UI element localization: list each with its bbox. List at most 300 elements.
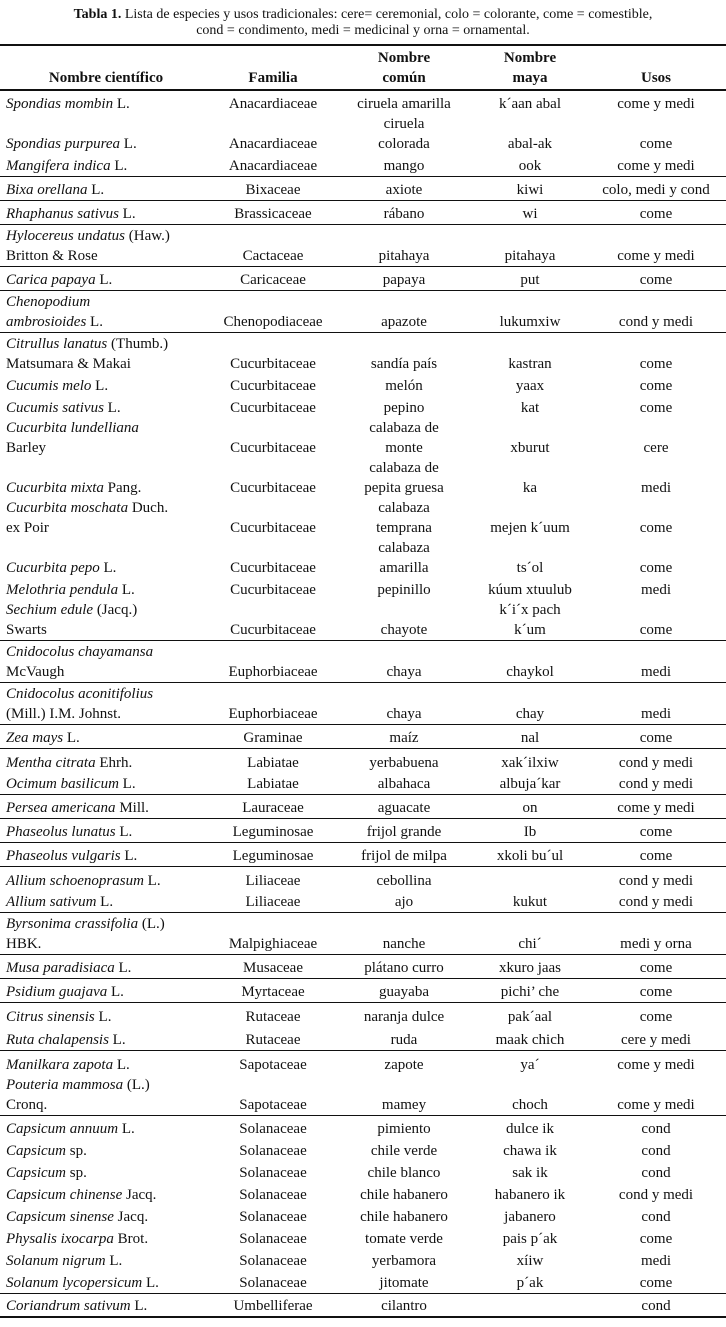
family-cell: Rutaceae [245, 1032, 301, 1048]
common-name-cell [334, 1271, 474, 1293]
common-name-cell-line: chile blanco [367, 1165, 441, 1181]
species-author: Jacq. [122, 1187, 157, 1203]
uses-cell: cond [641, 1209, 671, 1225]
maya-name-cell [474, 979, 586, 1003]
species-author: (L.) [123, 1076, 150, 1093]
family-cell: Graminae [212, 725, 334, 749]
common-name-cell-line: aguacate [377, 800, 431, 816]
common-name-cell-line: naranja dulce [363, 1008, 445, 1025]
scientific-name-cell [0, 773, 212, 795]
species-author: L. [105, 1253, 123, 1269]
species-name: Cucurbita mixta [6, 480, 104, 496]
common-name-cell [334, 114, 474, 154]
common-name-cell [334, 1139, 474, 1161]
species-author: Mill. [115, 800, 149, 816]
species-name: Cucurbita lundelliana [6, 420, 139, 436]
maya-name-cell [474, 538, 586, 578]
maya-name-cell [474, 266, 586, 290]
species-name: Capsicum chinense [6, 1187, 123, 1203]
header-uses: Usos [640, 70, 671, 86]
caption-text-line1: Lista de especies y usos tradicionales: cere= ceremonial, colo = colorante, come = comestible, [124, 7, 653, 22]
common-name-cell-line: chile habanero [360, 1187, 448, 1203]
family-cell: Liliaceae [245, 894, 301, 910]
common-name-cell-line: calabaza de [369, 420, 439, 436]
species-name: Physalis ixocarpa [6, 1231, 114, 1247]
family-cell: Euphorbiaceae [212, 641, 334, 683]
common-name-cell-line: pepino [383, 400, 425, 416]
header-maya-name [474, 45, 586, 90]
family-cell: Labiatae [212, 749, 334, 773]
scientific-name-cell [0, 332, 212, 374]
common-name-cell [334, 154, 474, 176]
maya-name-cell-line: kiwi [516, 181, 544, 198]
species-author-line2: Barley [6, 440, 46, 456]
table-caption [0, 0, 726, 40]
table-row [0, 749, 726, 773]
species-author: L. [142, 1274, 159, 1291]
maya-name-cell-line: xíiw [516, 1253, 544, 1269]
table-row [0, 224, 726, 266]
maya-name-cell-line: ka [522, 480, 538, 496]
uses-cell: medi [641, 1253, 671, 1269]
common-name-cell [334, 1249, 474, 1271]
species-name: Capsicum [6, 1165, 66, 1181]
maya-name-cell [474, 1027, 586, 1051]
header-maya-line2: maya [512, 70, 548, 86]
species-author-line2: Cronq. [6, 1096, 48, 1113]
common-name-cell-line: mamey [381, 1096, 427, 1113]
table-row [0, 578, 726, 600]
species-name: ambrosioides [6, 313, 87, 330]
common-name-cell-line: cilantro [381, 1298, 427, 1314]
maya-name-cell [474, 1249, 586, 1271]
common-name-cell [334, 1075, 474, 1116]
common-name-cell-line: chayote [380, 622, 428, 638]
uses-cell: medi [586, 683, 726, 725]
species-name: Solanum nigrum [6, 1253, 106, 1269]
uses-cell: come [586, 332, 726, 374]
scientific-name-cell [0, 1051, 212, 1075]
family-cell: Labiatae [247, 776, 299, 792]
maya-name-cell [474, 1139, 586, 1161]
maya-name-cell-line: pak´aal [507, 1008, 553, 1025]
common-name-cell [334, 396, 474, 418]
maya-name-cell-line: ts´ol [516, 560, 544, 576]
species-name: Phaseolus vulgaris [6, 848, 121, 864]
scientific-name-cell [0, 224, 212, 266]
common-name-cell [334, 290, 474, 332]
uses-cell: come [639, 1274, 673, 1291]
family-cell: Solanaceae [212, 1115, 334, 1139]
family-cell: Sapotaceae [239, 1096, 307, 1113]
uses-cell: come [639, 622, 673, 638]
family-cell: Solanaceae [239, 1253, 307, 1269]
maya-name-cell [474, 891, 586, 913]
uses-cell: come [639, 378, 673, 394]
common-name-cell [334, 332, 474, 374]
common-name-cell [334, 819, 474, 843]
family-cell: Caricaceae [212, 266, 334, 290]
species-name: Citrullus lanatus [6, 336, 108, 352]
scientific-name-cell [0, 1249, 212, 1271]
table-row [0, 773, 726, 795]
maya-name-cell [474, 773, 586, 795]
maya-name-cell [474, 396, 586, 418]
maya-name-cell [474, 913, 586, 955]
common-name-cell-line: calabaza [378, 540, 430, 556]
uses-cell: come y medi [617, 1096, 695, 1113]
common-name-cell-line: nanche [382, 936, 426, 952]
common-name-cell [334, 1293, 474, 1317]
table-row [0, 290, 726, 332]
table-row [0, 1075, 726, 1116]
scientific-name-cell [0, 418, 212, 458]
table-row [0, 114, 726, 154]
common-name-cell [334, 374, 474, 396]
maya-name-cell-line: on [522, 800, 538, 816]
table-row [0, 641, 726, 683]
common-name-cell-line: rábano [383, 205, 425, 222]
species-author: L. [115, 824, 133, 840]
uses-cell: cond [641, 1143, 671, 1159]
species-author: sp. [66, 1165, 87, 1181]
common-name-cell-line: frijol de milpa [361, 848, 447, 864]
maya-name-cell-line: kúum xtuulub [488, 582, 572, 598]
maya-name-cell-line: chawa ik [503, 1143, 557, 1159]
family-cell: Lauraceae [212, 795, 334, 819]
maya-name-cell [474, 641, 586, 683]
family-cell: Leguminosae [212, 843, 334, 867]
scientific-name-cell [0, 1227, 212, 1249]
maya-name-cell-line: chi´ [518, 936, 542, 952]
common-name-cell-line: chile habanero [360, 1209, 448, 1225]
species-author: Pang. [103, 480, 142, 496]
species-author: L. [107, 984, 124, 1000]
maya-name-cell [474, 1075, 586, 1116]
table-row [0, 1293, 726, 1317]
family-cell: Anacardiaceae [228, 136, 318, 152]
common-name-cell-line: chile verde [370, 1143, 438, 1159]
common-name-cell [334, 90, 474, 114]
maya-name-cell [474, 176, 586, 200]
species-name: Mangifera indica [6, 157, 111, 174]
header-common-line2: común [382, 70, 426, 86]
species-author: L. [113, 1056, 130, 1073]
common-name-cell [334, 979, 474, 1003]
maya-name-cell-line: kastran [508, 356, 552, 372]
scientific-name-cell [0, 843, 212, 867]
common-name-cell-line: pepita gruesa [364, 480, 444, 496]
maya-name-cell [474, 1293, 586, 1317]
family-cell: Solanaceae [239, 1143, 307, 1159]
uses-cell: colo, medi y cond [586, 176, 726, 200]
scientific-name-cell [0, 1139, 212, 1161]
table-row [0, 200, 726, 224]
table-row [0, 1003, 726, 1027]
species-author: L. [118, 1121, 135, 1137]
common-name-cell [334, 955, 474, 979]
maya-name-cell [474, 725, 586, 749]
table-row [0, 600, 726, 641]
common-name-cell [334, 1161, 474, 1183]
common-name-cell [334, 773, 474, 795]
maya-name-cell-line: ook [518, 157, 542, 174]
common-name-cell-line: yerbamora [371, 1253, 437, 1269]
maya-name-cell [474, 1205, 586, 1227]
uses-cell: cond y medi [586, 867, 726, 891]
table-row [0, 795, 726, 819]
uses-cell: come [586, 1003, 726, 1027]
family-cell: Cactaceae [212, 224, 334, 266]
common-name-cell [334, 1183, 474, 1205]
common-name-cell [334, 538, 474, 578]
maya-name-cell [474, 154, 586, 176]
maya-name-cell [474, 819, 586, 843]
table-row [0, 913, 726, 955]
table-row [0, 683, 726, 725]
species-name: Cnidocolus aconitifolius [6, 686, 154, 702]
uses-cell: come y medi [617, 157, 695, 174]
common-name-cell-line: plátano curro [364, 960, 444, 976]
common-name-cell [334, 224, 474, 266]
maya-name-cell-line: xburut [510, 440, 550, 456]
maya-name-cell [474, 1051, 586, 1075]
scientific-name-cell [0, 1003, 212, 1027]
uses-cell: cond [586, 1115, 726, 1139]
maya-name-cell-line: lukumxiw [499, 313, 561, 330]
maya-name-cell [474, 290, 586, 332]
scientific-name-cell [0, 891, 212, 913]
scientific-name-cell [0, 498, 212, 538]
uses-cell: cond y medi [586, 290, 726, 332]
species-name: Spondias mombin [6, 96, 114, 112]
maya-name-cell-line: xkoli bu´ul [496, 848, 564, 864]
uses-cell: cere [643, 440, 669, 456]
species-author-line2: ex Poir [6, 520, 49, 536]
common-name-cell [334, 266, 474, 290]
common-name-cell [334, 1227, 474, 1249]
common-name-cell-line: chaya [386, 706, 422, 722]
species-author-line2: McVaugh [6, 664, 65, 680]
maya-name-cell [474, 374, 586, 396]
maya-name-cell-line: ya´ [520, 1056, 540, 1073]
family-cell: Cucurbitaceae [212, 332, 334, 374]
scientific-name-cell [0, 1075, 212, 1116]
species-author: L. [108, 1032, 126, 1048]
scientific-name-cell [0, 396, 212, 418]
table-row [0, 418, 726, 458]
common-name-cell-line: chaya [386, 664, 422, 680]
maya-name-cell-line: p´ak [516, 1274, 544, 1291]
maya-name-cell [474, 843, 586, 867]
maya-name-cell-line: jabanero [504, 1209, 556, 1225]
common-name-cell-line: frijol grande [366, 824, 442, 840]
common-name-cell [334, 749, 474, 773]
family-cell: Solanaceae [239, 1231, 307, 1247]
uses-cell: come [586, 955, 726, 979]
family-cell: Cucurbitaceae [230, 480, 316, 496]
common-name-cell-line: tomate verde [365, 1231, 443, 1247]
scientific-name-cell [0, 641, 212, 683]
species-name: Chenopodium [6, 293, 91, 310]
maya-name-cell [474, 1003, 586, 1027]
maya-name-cell [474, 867, 586, 891]
common-name-cell [334, 913, 474, 955]
scientific-name-cell [0, 290, 212, 332]
species-name: Manilkara zapota [6, 1056, 114, 1073]
scientific-name-cell [0, 683, 212, 725]
common-name-cell-line: guayaba [379, 984, 429, 1000]
species-author: sp. [66, 1143, 87, 1159]
common-name-cell [334, 725, 474, 749]
header-common-line1: Nombre [377, 50, 431, 66]
species-author: L. [103, 400, 121, 416]
species-name: Solanum lycopersicum [6, 1274, 143, 1291]
maya-name-cell [474, 1161, 586, 1183]
common-name-cell-line: jitomate [379, 1274, 429, 1291]
species-author: L. [120, 848, 138, 864]
uses-cell: come [586, 819, 726, 843]
species-author: (Haw.) [125, 227, 170, 244]
common-name-cell-line: zapote [384, 1056, 424, 1073]
species-name: Mentha citrata [6, 754, 96, 771]
species-author: L. [118, 582, 135, 598]
maya-name-cell [474, 955, 586, 979]
table-row [0, 1205, 726, 1227]
header-common-name [334, 45, 474, 90]
species-author: L. [96, 894, 114, 910]
species-author: L. [91, 378, 109, 394]
family-cell: Leguminosae [212, 819, 334, 843]
common-name-cell [334, 641, 474, 683]
species-author: (Jacq.) [93, 602, 138, 618]
common-name-cell [334, 1205, 474, 1227]
header-scientific-name: Nombre científico [48, 70, 164, 86]
scientific-name-cell [0, 1115, 212, 1139]
uses-cell: cond y medi [618, 894, 694, 910]
maya-name-cell [474, 458, 586, 498]
species-name: Cucumis sativus [6, 400, 104, 416]
common-name-cell [334, 867, 474, 891]
uses-cell: cond y medi [586, 749, 726, 773]
family-cell: Musaceae [212, 955, 334, 979]
maya-name-cell-line: dulce ik [506, 1121, 554, 1137]
maya-name-cell-line: kat [520, 400, 540, 416]
species-name: Spondias purpurea [6, 136, 121, 152]
maya-name-cell-line: choch [512, 1096, 548, 1113]
uses-cell: medi [641, 582, 671, 598]
family-cell: Chenopodiaceae [212, 290, 334, 332]
scientific-name-cell [0, 867, 212, 891]
maya-name-cell [474, 200, 586, 224]
species-name: Cucurbita pepo [6, 560, 100, 576]
scientific-name-cell [0, 795, 212, 819]
maya-name-cell-line: abal-ak [507, 136, 553, 152]
common-name-cell [334, 683, 474, 725]
header-row [0, 45, 726, 90]
species-name: Cucumis melo [6, 378, 92, 394]
maya-name-cell [474, 224, 586, 266]
common-name-cell [334, 1051, 474, 1075]
uses-cell: come [586, 266, 726, 290]
family-cell: Umbelliferae [212, 1293, 334, 1317]
family-cell: Cucurbitaceae [230, 378, 316, 394]
family-cell: Liliaceae [212, 867, 334, 891]
uses-cell: medi [641, 480, 671, 496]
maya-name-cell [474, 90, 586, 114]
maya-name-cell [474, 795, 586, 819]
table-row [0, 979, 726, 1003]
species-author: L. [118, 776, 136, 792]
uses-cell: come y medi [586, 90, 726, 114]
table-row [0, 1271, 726, 1293]
common-name-cell-line: papaya [382, 271, 426, 288]
species-author: Duch. [128, 500, 169, 516]
caption-text-line2: cond = condimento, medi = medicinal y orna = ornamental. [196, 23, 530, 38]
common-name-cell-line: axiote [385, 181, 423, 198]
scientific-name-cell [0, 1205, 212, 1227]
maya-name-cell-line: sak ik [512, 1165, 548, 1181]
common-name-cell-line: calabaza [378, 500, 430, 516]
maya-name-cell-line: put [520, 271, 540, 288]
family-cell: Rutaceae [212, 1003, 334, 1027]
species-name: Sechium edule [6, 602, 94, 618]
maya-name-cell-line: pais p´ak [502, 1231, 558, 1247]
species-author: L. [110, 157, 128, 174]
table-row [0, 498, 726, 538]
scientific-name-cell [0, 458, 212, 498]
scientific-name-cell [0, 600, 212, 641]
maya-name-cell-line: chay [515, 706, 545, 722]
species-name: Capsicum [6, 1143, 66, 1159]
maya-name-cell [474, 418, 586, 458]
header-maya-line1: Nombre [503, 50, 557, 66]
family-cell: Brassicaceae [212, 200, 334, 224]
maya-name-cell [474, 332, 586, 374]
maya-name-cell-line: yaax [515, 378, 545, 394]
species-name: Citrus sinensis [6, 1008, 95, 1025]
maya-name-cell-line: xak´ilxiw [501, 754, 559, 771]
common-name-cell-line: pitahaya [378, 247, 430, 264]
uses-cell: come [586, 200, 726, 224]
maya-name-cell-line: chaykol [506, 664, 554, 680]
uses-cell: come [586, 979, 726, 1003]
scientific-name-cell [0, 1293, 212, 1317]
table-row [0, 266, 726, 290]
maya-name-cell [474, 749, 586, 773]
species-author-line2: Britton & Rose [6, 247, 98, 264]
family-cell: Cucurbitaceae [230, 582, 316, 598]
table-row [0, 1051, 726, 1075]
table-row [0, 1139, 726, 1161]
maya-name-cell-line: maak chich [495, 1032, 565, 1048]
table-row [0, 154, 726, 176]
species-author: L. [63, 730, 80, 746]
maya-name-cell-line: albuja´kar [499, 776, 561, 792]
uses-cell: cond y medi [618, 1187, 694, 1203]
scientific-name-cell [0, 1161, 212, 1183]
maya-name-cell-line: pitahaya [504, 247, 556, 264]
family-cell: Cucurbitaceae [230, 622, 316, 638]
uses-cell: come y medi [586, 795, 726, 819]
uses-cell: come [639, 560, 673, 576]
maya-name-cell-line: kukut [512, 894, 548, 910]
maya-name-cell [474, 114, 586, 154]
table-row [0, 1227, 726, 1249]
species-author: L. [114, 960, 132, 976]
table-row [0, 725, 726, 749]
common-name-cell-line: ciruela [383, 116, 425, 132]
